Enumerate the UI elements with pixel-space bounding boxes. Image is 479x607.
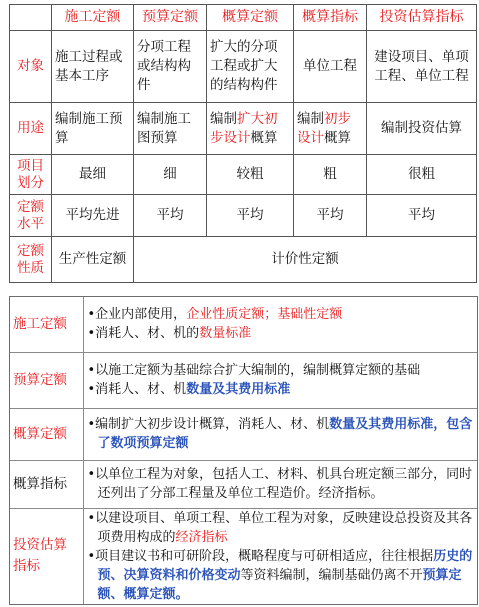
table-cell <box>294 103 367 155</box>
highlight-text: 设计 <box>297 129 324 146</box>
bullet-text: 消耗人、材、机 <box>95 382 187 397</box>
bullet-text: 编制扩大初步设计概算，消耗人、材、机 <box>95 417 330 432</box>
bullet-text: 企业内部使用， <box>95 307 187 323</box>
row-object <box>10 31 477 103</box>
table-cell: 较粗 <box>207 155 294 195</box>
row-header: 概算指标 <box>10 460 83 508</box>
merged-cell: 计价性定额 <box>134 237 477 283</box>
highlight-text: 数量及其费用标准 <box>186 382 291 397</box>
highlight-text: 历史的预、决算资料和价格变动 <box>97 548 473 583</box>
table-cell: 编制投资估算 <box>367 103 477 155</box>
row-division <box>10 155 477 195</box>
definition-row <box>10 297 477 352</box>
table-cell: 分项工程或结构构件 <box>134 31 207 103</box>
bullet-line <box>88 509 474 547</box>
bullet-line <box>88 380 474 399</box>
column-header: 概算指标 <box>294 5 367 31</box>
row-header <box>10 237 52 283</box>
row-header <box>10 155 52 195</box>
highlight-text: 经济指标 <box>175 529 228 545</box>
highlight-text: 数量标准 <box>199 326 252 342</box>
bullet-line <box>88 324 474 343</box>
table-cell: 平均 <box>367 195 477 237</box>
bullet-line <box>88 547 474 604</box>
cell-text: 概算 <box>250 129 278 146</box>
row-header-line: 指标 <box>13 558 40 575</box>
bullet-text: 以建设项目、单项工程、单位工程为对象，反映建设总投资及其各项费用构成的 <box>95 510 473 545</box>
table-cell: 编制施工图预算 <box>134 103 207 155</box>
definition-cell <box>83 460 477 508</box>
row-header-line: 项目 <box>17 157 44 174</box>
column-header: 投资估算指标 <box>367 5 477 31</box>
bullet-text: 项目建议书和可研阶段，概略程度与可研相适应，往往根据 <box>95 548 434 564</box>
highlight-text: 扩大初步设计 <box>210 110 278 146</box>
bullet-line <box>88 465 474 503</box>
bullet-line <box>88 305 474 324</box>
cell-text: 编制 <box>210 110 237 127</box>
row-level <box>10 195 477 237</box>
row-header: 概算定额 <box>10 408 83 460</box>
definition-row <box>10 408 477 460</box>
row-header-line: 定额 <box>17 242 44 259</box>
definition-row <box>10 508 477 604</box>
row-nature <box>10 237 477 283</box>
cell-text: 编制 <box>297 110 324 127</box>
header-row <box>10 5 477 31</box>
table-cell: 建设项目、单项工程、单位工程 <box>367 31 477 103</box>
column-header: 施工定额 <box>52 5 134 31</box>
table-cell: 细 <box>134 155 207 195</box>
table-cell: 平均先进 <box>52 195 134 237</box>
row-header <box>10 508 83 604</box>
row-header-line: 投资估算 <box>13 537 67 554</box>
definition-cell <box>83 352 477 408</box>
cell-text: 概算 <box>324 129 351 146</box>
table-cell: 平均 <box>134 195 207 237</box>
highlight-text: 预算定额、概算定额。 <box>97 567 462 602</box>
row-header: 用途 <box>10 103 52 155</box>
bullet-text: 消耗人、材、机的 <box>95 326 200 342</box>
definition-row <box>10 352 477 408</box>
bullet-text: 以单位工程为对象，包括人工、材料、机具台班定额三部分，同时还列出了分部工程量及单位工程造价。经济指标。 <box>95 467 473 501</box>
definition-cell <box>83 408 477 460</box>
row-header: 预算定额 <box>10 352 83 408</box>
row-header: 施工定额 <box>10 297 83 352</box>
definition-table <box>9 296 478 605</box>
table-cell: 编制施工预算 <box>52 103 134 155</box>
table-cell: 平均 <box>294 195 367 237</box>
table-cell: 扩大的分项工程或扩大的结构构件 <box>207 31 294 103</box>
table-cell: 施工过程或基本工序 <box>52 31 134 103</box>
table-cell <box>207 103 294 155</box>
bullet-text: 以施工定额为基础综合扩大编制的，编制概算定额的基础 <box>95 363 421 378</box>
row-header-line: 定额 <box>17 198 44 215</box>
row-header-line: 划分 <box>17 174 44 191</box>
row-header: 对象 <box>10 31 52 103</box>
row-header-line: 性质 <box>17 259 44 276</box>
row-header <box>10 195 52 237</box>
column-header: 预算定额 <box>134 5 207 31</box>
definition-cell <box>83 297 477 352</box>
definition-cell <box>83 508 477 604</box>
bullet-line <box>88 415 474 453</box>
corner-cell <box>10 5 52 31</box>
column-header: 概算定额 <box>207 5 294 31</box>
table-cell: 单位工程 <box>294 31 367 103</box>
definition-row <box>10 460 477 508</box>
highlight-text: 初步 <box>324 110 351 127</box>
table-cell: 很粗 <box>367 155 477 195</box>
row-use <box>10 103 477 155</box>
table-cell: 平均 <box>207 195 294 237</box>
table-cell: 最细 <box>52 155 134 195</box>
bullet-line <box>88 361 474 380</box>
row-header-line: 水平 <box>17 215 44 232</box>
comparison-table <box>9 4 476 282</box>
highlight-text: 数量及其费用标准，包含了数项预算定额 <box>97 417 473 451</box>
bullet-text: 等资料编制，编制基础仍离不开 <box>240 567 423 583</box>
table-cell: 粗 <box>294 155 367 195</box>
highlight-text: 企业性质定额；基础性定额 <box>186 307 343 323</box>
table-cell: 生产性定额 <box>52 237 134 283</box>
